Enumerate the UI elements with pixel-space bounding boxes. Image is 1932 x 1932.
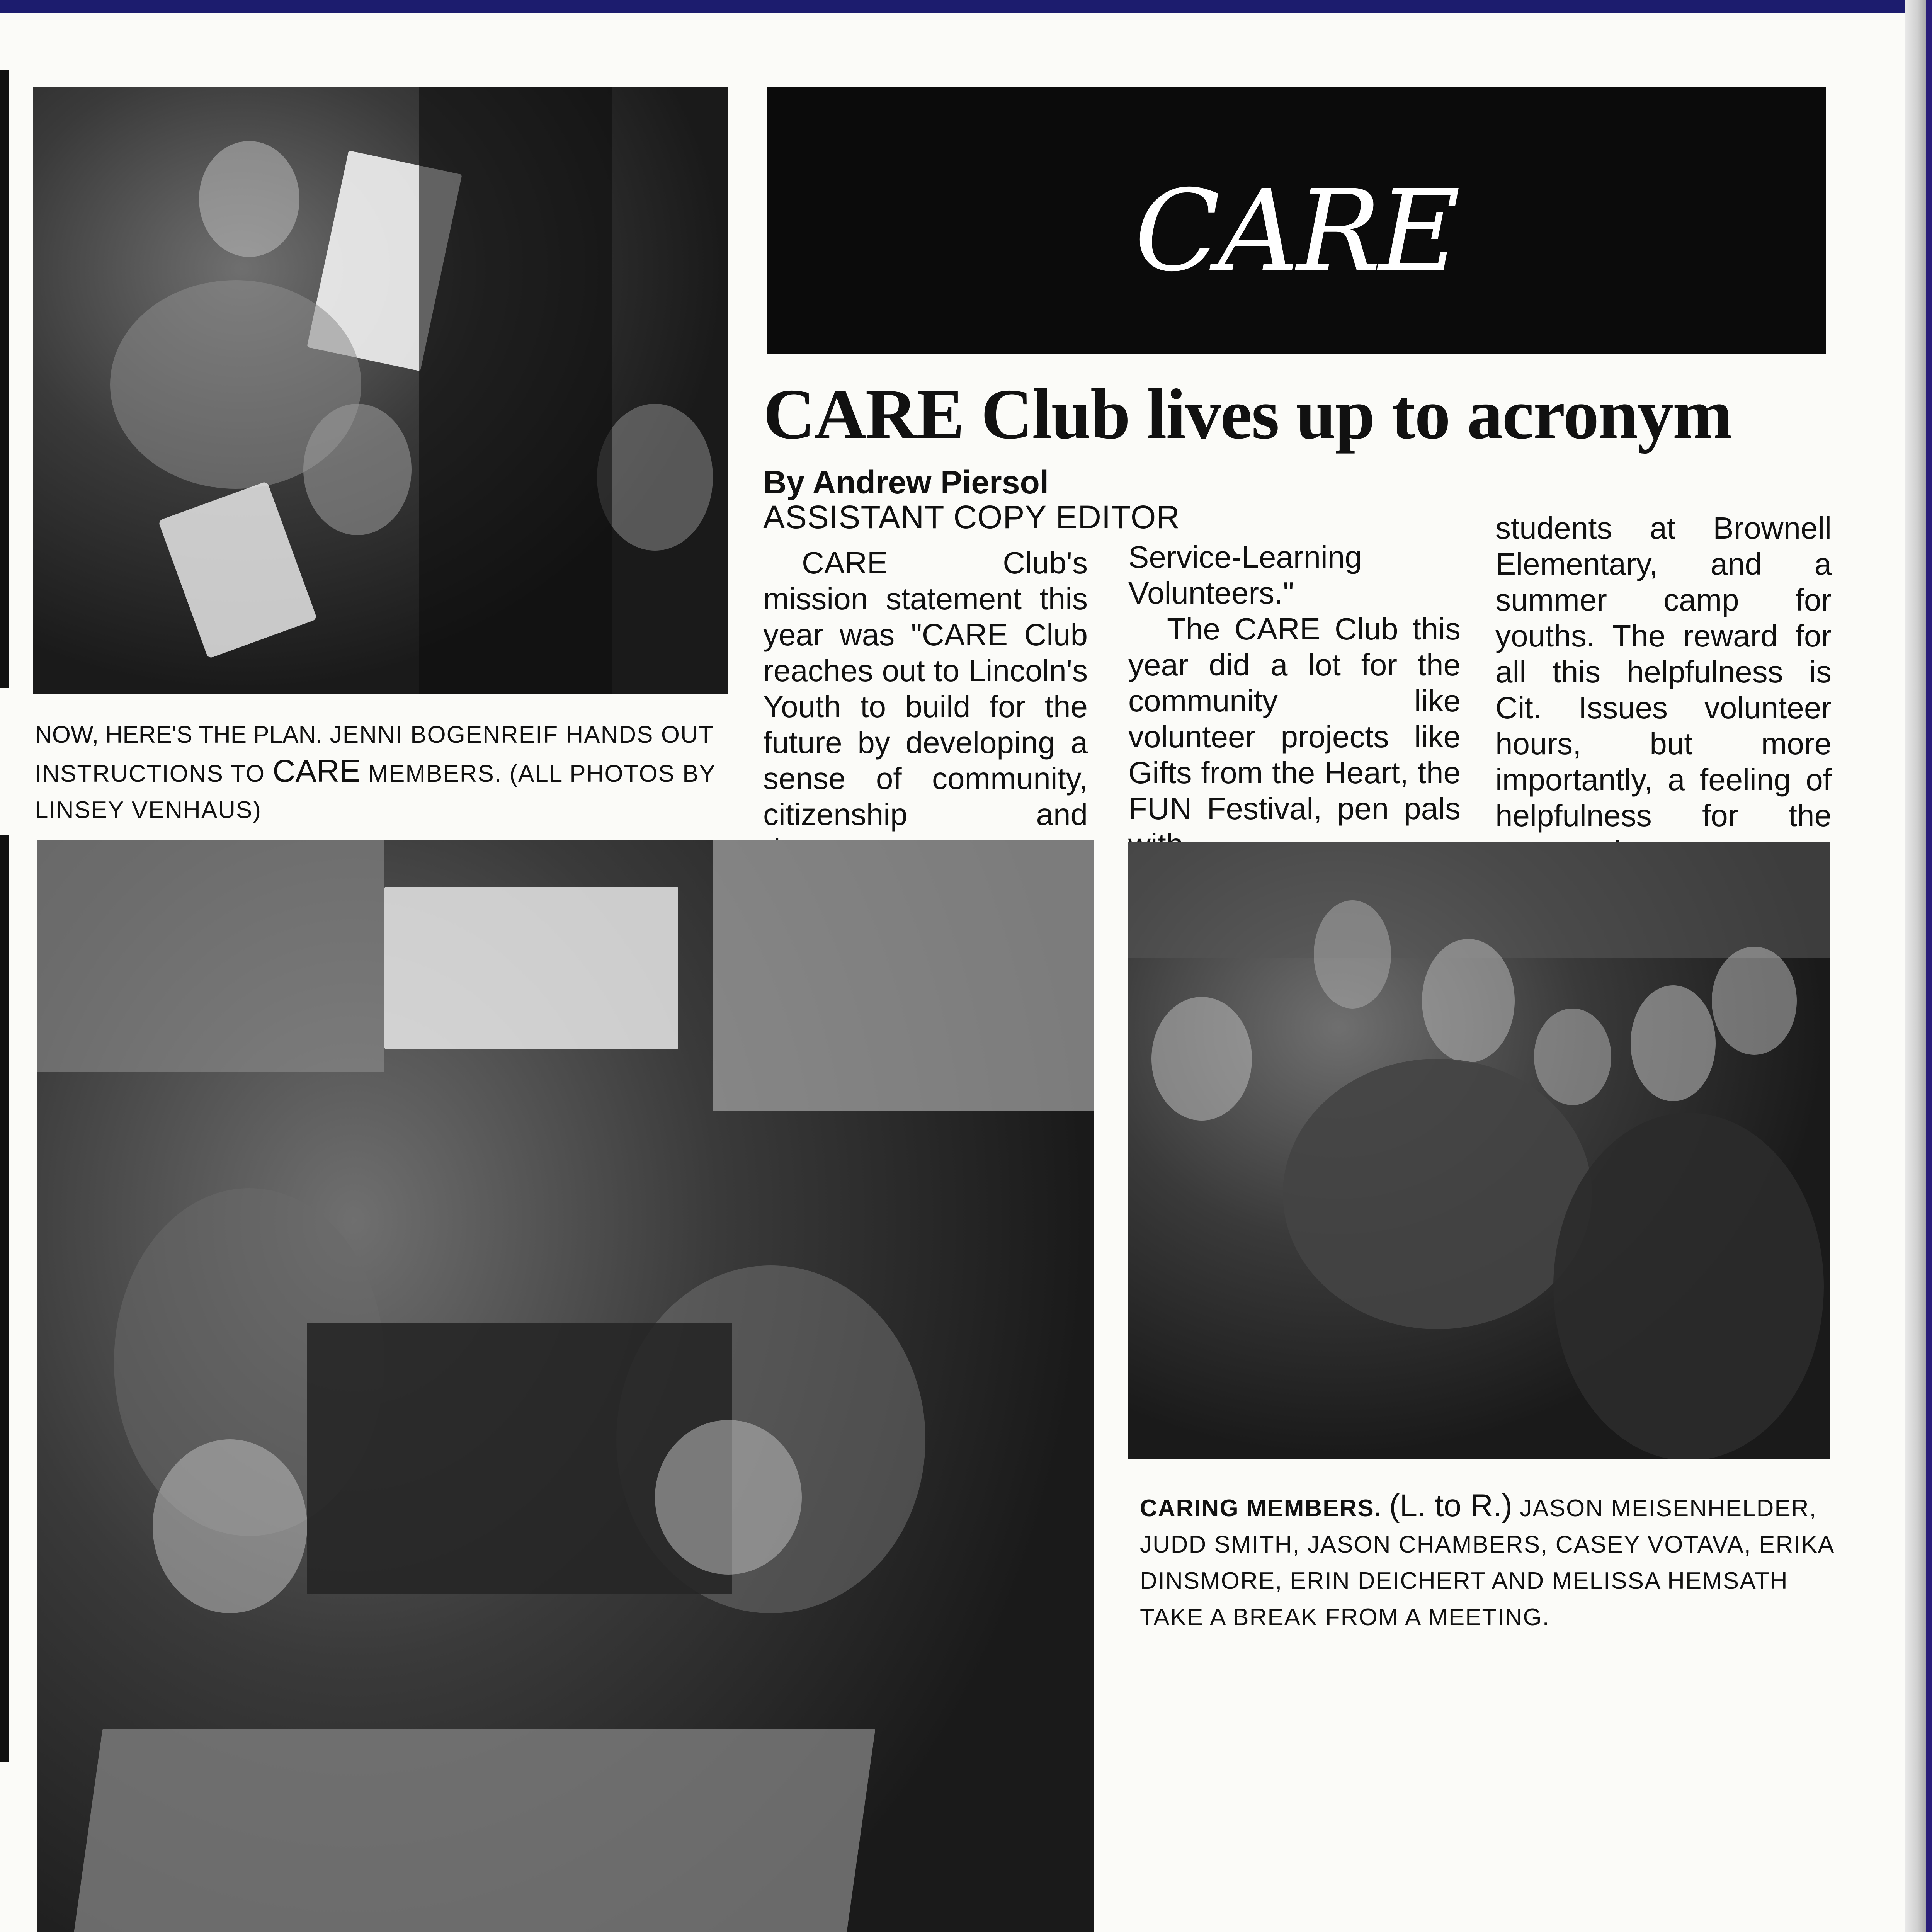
photo-caring-members	[1128, 842, 1830, 1459]
page-gutter	[1905, 0, 1926, 1932]
photo-group-meeting	[37, 840, 1094, 1932]
article-paragraph: CARE Club's mission statement this year was "CARE Club reaches out to Lincoln's Youth to build for the future by developing a sense of community, citizenship and	[763, 546, 1088, 832]
caption-text: JASON MEISENHELDER, JUDD SMITH, JASON CHAMBERS, CASEY VOTAVA, ERIKA DINSMORE, ERIN DEICHERT AND MELISSA HEMSATH TAKE A BREAK FROM A MEETING.	[1140, 1495, 1833, 1631]
article-column-3	[1495, 510, 1832, 869]
article-paragraph: Service-Learning Volunteers."	[1128, 540, 1362, 610]
article-column-1	[763, 545, 1088, 868]
section-title: CARE	[1134, 166, 1458, 296]
caption-lead: NOW, HERE'S THE PLAN.	[35, 721, 323, 748]
caption-lead: CARING MEMBERS.	[1140, 1495, 1382, 1522]
photo-caption	[1140, 1488, 1835, 1636]
article-headline: CARE Club lives up to acronym	[763, 374, 1732, 454]
right-edge	[1926, 0, 1932, 1932]
photo-caption	[35, 717, 726, 828]
caption-order: (L. to R.)	[1389, 1488, 1513, 1523]
caption-text: JENNI BOGENREIF HANDS OUT INSTRUCTIONS TO	[35, 721, 714, 787]
caption-club: CARE	[272, 753, 361, 789]
left-edge	[0, 70, 9, 688]
article-paragraph: students at Brownell Elementary, and a summer camp for youths. The reward for all this helpfulness is Cit. Issues volunteer hours, but more importantly, a feeling of helpfulness for the	[1495, 511, 1832, 833]
article-column-2	[1128, 539, 1461, 862]
article-paragraph: The CARE Club this year did a lot for the community like volunteer projects like Gifts from the Heart, the FUN Festival, pen pals	[1128, 612, 1461, 826]
left-edge	[0, 835, 9, 1762]
caption-text: MEMBERS. (ALL PHOTOS BY LINSEY VENHAUS)	[35, 760, 716, 823]
photo-students-handout	[33, 87, 728, 694]
author-role: ASSISTANT COPY EDITOR	[763, 499, 1180, 535]
top-edge	[0, 0, 1932, 13]
article-byline: By Andrew Piersol	[763, 464, 1049, 500]
